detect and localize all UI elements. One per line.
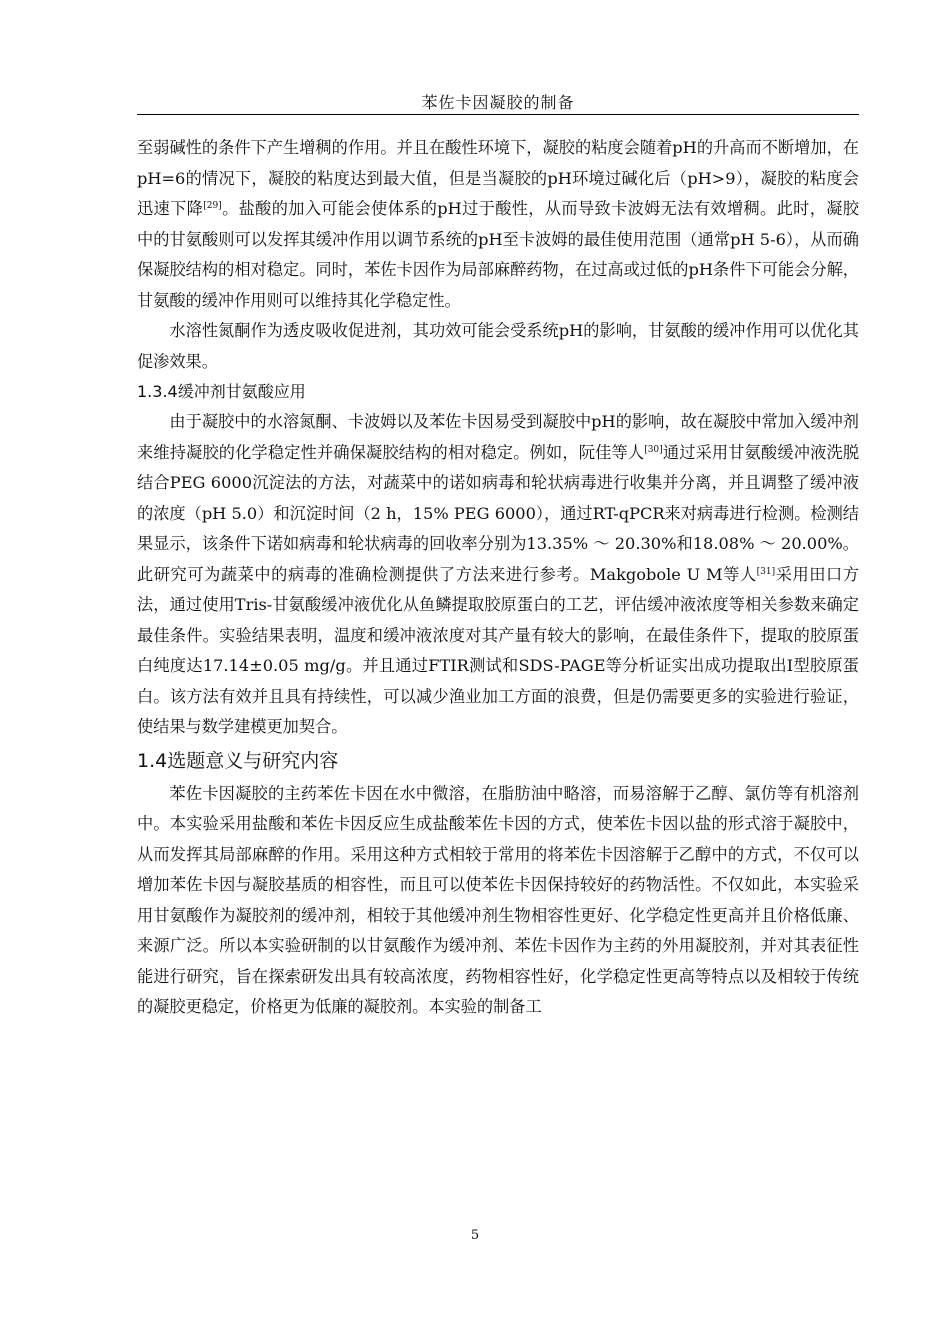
section-heading-1-3-4: 1.3.4缓冲剂甘氨酸应用 — [137, 382, 306, 401]
paragraph-research-significance: 苯佐卡因凝胶的主药苯佐卡因在水中微溶，在脂肪油中略溶，而易溶解于乙醇、氯仿等有机溶剂中。本实验采用盐酸和苯佐卡因反应生成盐酸苯佐卡因的方式，使苯佐卡因以盐的形式溶于凝胶中，从而发挥其局部麻醉的作用。采用这种方式相较于常用的将苯佐卡因溶解于乙醇中的方式，不仅可以增加苯佐卡因与凝胶基质的相容性，而且可以使苯佐卡因保持较好的药物活性。不仅如此，本实验采用甘氨酸作为凝胶剂的缓冲剂，相较于其他缓冲剂生物相容性更好、化学稳定性更高并且价格低廉、来源广泛。所以本实验研制的以甘氨酸作为缓冲剂、苯佐卡因作为主药的外用凝胶剂，并对其表征性能进行研究，旨在探索研发出具有较高浓度，药物相容性好，化学稳定性更高等特点以及相较于传统的凝胶更稳定，价格更为低廉的凝胶剂。本实验的制备工 — [137, 783, 859, 1016]
paragraph-azone: 水溶性氮酮作为透皮吸收促进剂，其功效可能会受系统pH的影响，甘氨酸的缓冲作用可以优化其促渗效果。 — [137, 321, 859, 371]
page-number: 5 — [470, 1228, 480, 1243]
citation-29: [29] — [203, 201, 222, 211]
paragraph-text: 采用田口方法，通过使用Tris-甘氨酸缓冲液优化从鱼鳞提取胶原蛋白的工艺，评估缓冲液浓度等相关参数来确定最佳条件。实验结果表明，温度和缓冲液浓度对其产量有较大的影响，在最佳条件下，提取的胶原蛋白纯度达17.14±0.05 mg/g。并且通过FTIR测试和SDS-PAGE等分析证实出成功提取出I型胶原蛋白。该方法有效并且具有持续性，可以减少渔业加工方面的浪费，但是仍需要更多的实验进行验证，使结果与数学建模更加契合。 — [137, 564, 860, 736]
document-body — [137, 133, 859, 1023]
paragraph-text: 由于凝胶中的水溶氮酮、卡波姆以及苯佐卡因易受到凝胶中pH的影响，故在凝胶中常加入缓冲剂来维持凝胶的化学稳定性并确保凝胶结构的相对稳定。例如，阮佳等人 — [137, 412, 859, 462]
header-rule — [137, 114, 859, 115]
paragraph-text: 至弱碱性的条件下产生增稠的作用。并且在酸性环境下，凝胶的粘度会随着pH的升高而不断增加，在pH=6的情况下，凝胶的粘度达到最大值，但是当凝胶的pH环境过碱化后（pH>9），凝胶的粘度会迅速下降 — [137, 138, 859, 218]
paragraph-text: 。盐酸的加入可能会使体系的pH过于酸性，从而导致卡波姆无法有效增稠。此时，凝胶中的甘氨酸则可以发挥其缓冲作用以调节系统的pH至卡波姆的最佳使用范围（通常pH 5-6），从而确保凝胶结构的相对稳定。同时，苯佐卡因作为局部麻醉药物，在过高或过低的pH条件下可能会分解，甘氨酸的缓冲作用则可以维持其化学稳定性。 — [137, 199, 859, 310]
page-header-title: 苯佐卡因凝胶的制备 — [421, 93, 575, 112]
paragraph-glycine-application — [137, 407, 859, 743]
section-heading-1-4: 1.4选题意义与研究内容 — [137, 749, 339, 772]
citation-30: [30] — [644, 444, 663, 455]
paragraph-text: 通过采用甘氨酸缓冲液洗脱结合PEG 6000沉淀法的方法，对蔬菜中的诺如病毒和轮状病毒进行收集并分离，并且调整了缓冲液的浓度（pH 5.0）和沉淀时间（2 h，15% PEG 6000），通过RT-qPCR来对病毒进行检测。检测结果显示，该条件下诺如病毒和轮状病毒的回收率分别为13.35% ～ 20.30%和18.08% ～ 20.00%。此研究可为蔬菜中的病毒的准确检测提供了方法来进行参考。Makgobole U M等人 — [137, 442, 860, 584]
paragraph-carbomer-ph — [137, 133, 859, 316]
citation-31: [31] — [756, 566, 776, 577]
